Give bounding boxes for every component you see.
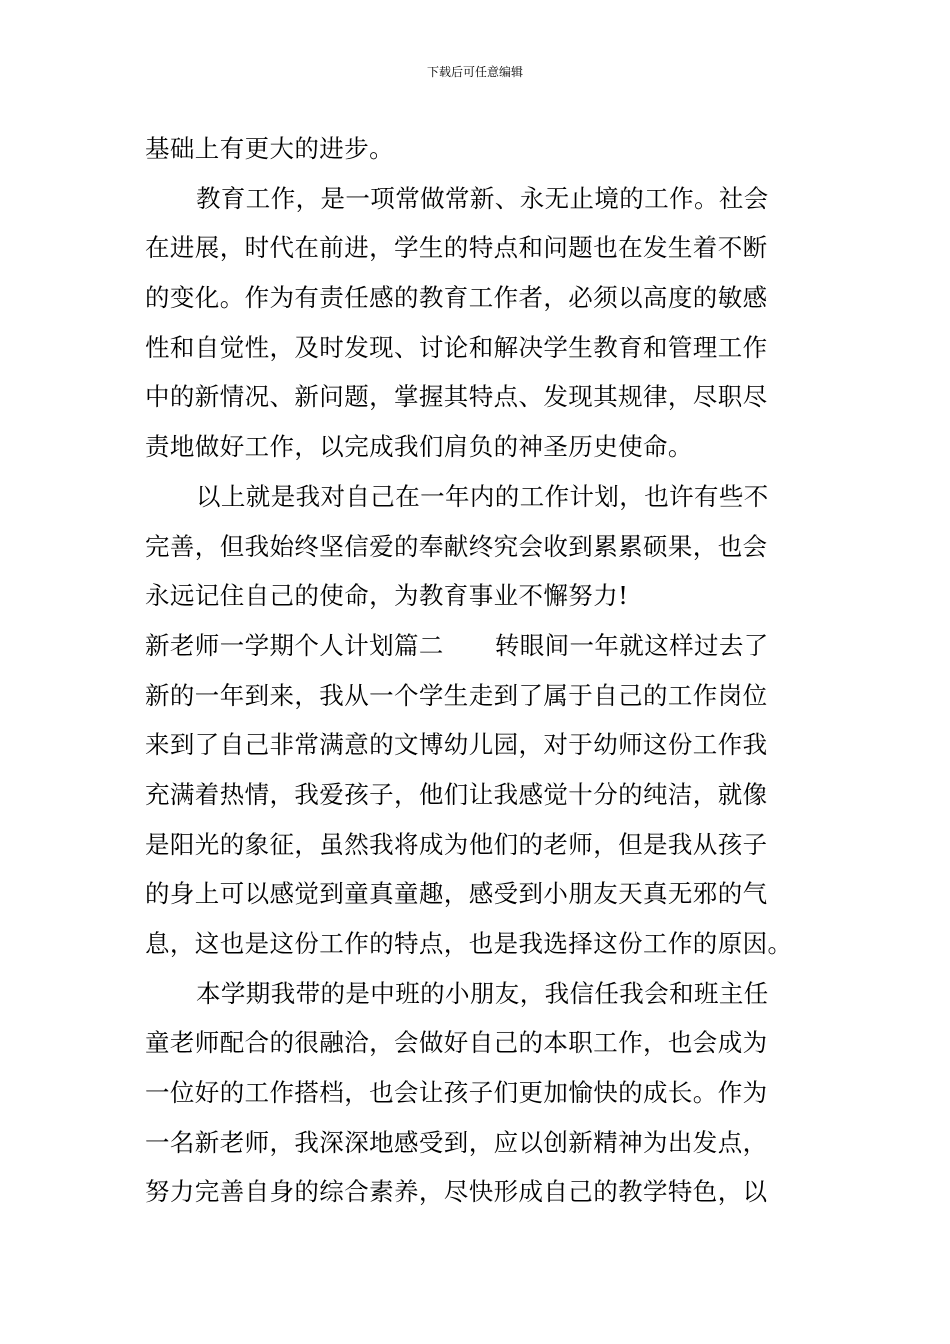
text-line: 的身上可以感觉到童真童趣，感受到小朋友天真无邪的气 — [145, 879, 768, 909]
text-line: 完善，但我始终坚信爱的奉献终究会收到累累硕果，也会 — [145, 531, 768, 561]
text-line: 性和自觉性，及时发现、讨论和解决学生教育和管理工作 — [145, 332, 768, 362]
paragraph-first-line: 以上就是我对自己在一年内的工作计划，也许有些不 — [196, 481, 769, 511]
text-line: 充满着热情，我爱孩子，他们让我感觉十分的纯洁，就像 — [145, 779, 768, 809]
text-line: 永远记住自己的使命，为教育事业不懈努力! — [145, 581, 629, 611]
document-body — [145, 124, 810, 1217]
text-line: 是阳光的象征，虽然我将成为他们的老师，但是我从孩子 — [145, 829, 768, 859]
text-line: 新的一年到来，我从一个学生走到了属于自己的工作岗位 — [145, 680, 768, 710]
paragraph-first-line: 本学期我带的是中班的小朋友，我信任我会和班主任 — [196, 978, 769, 1008]
text-line: 责地做好工作，以完成我们肩负的神圣历史使命。 — [145, 432, 693, 462]
text-line: 息，这也是这份工作的特点，也是我选择这份工作的原因。 — [145, 929, 793, 958]
text-line: 一位好的工作搭档，也会让孩子们更加愉快的成长。作为 — [145, 1078, 768, 1108]
text-line: 的变化。作为有责任感的教育工作者，必须以高度的敏感 — [145, 283, 768, 313]
page-header: 下载后可任意编辑 — [426, 65, 523, 79]
text-line: 中的新情况、新问题，掌握其特点、发现其规律，尽职尽 — [145, 382, 768, 412]
text-line: 童老师配合的很融洽，会做好自己的本职工作，也会成为 — [145, 1028, 768, 1058]
paragraph-first-line: 教育工作，是一项常做常新、永无止境的工作。社会 — [196, 183, 769, 213]
section-intro-text: 转眼间一年就这样过去了 — [494, 630, 769, 660]
text-line: 来到了自己非常满意的文博幼儿园，对于幼师这份工作我 — [145, 730, 768, 760]
section-heading-line — [145, 621, 810, 671]
section-heading: 新老师一学期个人计划篇二 — [145, 630, 444, 660]
text-line: 一名新老师，我深深地感受到，应以创新精神为出发点， — [145, 1127, 768, 1157]
text-line: 基础上有更大的进步。 — [145, 134, 394, 163]
text-line: 在进展，时代在前进，学生的特点和问题也在发生着不断 — [145, 233, 768, 263]
text-line: 努力完善自身的综合素养，尽快形成自己的教学特色，以 — [145, 1177, 768, 1207]
